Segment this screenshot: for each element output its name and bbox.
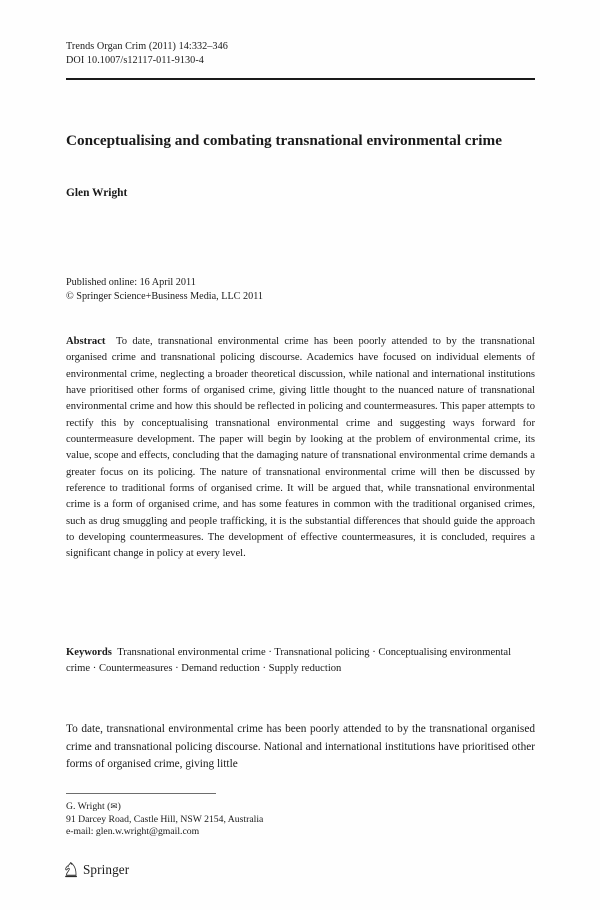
keywords-text: Transnational environmental crime · Transnational policing · Conceptualising environmental crime · Countermeasures · Demand reduction · Supply reduction [66, 647, 512, 675]
publication-info [66, 276, 535, 303]
doi-line: DOI 10.1007/s12117-011-9130-4 [66, 55, 204, 67]
author-address: 91 Darcey Road, Castle Hill, NSW 2154, Australia [66, 813, 264, 825]
published-online-date: Published online: 16 April 2011 [66, 277, 196, 288]
abstract-text: To date, transnational environmental crime has been poorly attended to by the transnational organised crime and transnational policing discourse. Academics have focused on individual elements of environmental crime, neglecting a broader theoretical discussion, while national and international institutions have prioritised other forms of organised crime, giving little thought to the nuanced nature of transnational environmental crime and how this should be reflected in policing and countermeasures. This paper attempts to rectify this by conceptualising transnational environmental crime and suggesting ways forward for countermeasure development. The paper will begin by looking at the problem of environmental crime, its value, scope and effects, concluding that the damaging nature of transnational environmental crime demands a greater focus on its policing. The nature of transnational environmental crime will then be discussed by reference to traditional forms of organised crime. It will be argued that, while transnational environmental crime is a form of organised crime, and has some features in common with the traditional organised crimes, such as drug smuggling and people trafficking, it is the substantial differences that should guide the approach to developing countermeasures. The development of effective countermeasures, it is concluded, requires a significant change in policy at every level. [66, 336, 536, 560]
footnote-author-name: G. Wright ( [66, 801, 111, 812]
envelope-icon: ✉ [110, 801, 118, 812]
footnote-paren-close: ) [117, 801, 121, 812]
footnote-divider [66, 793, 216, 794]
copyright-line: © Springer Science+Business Media, LLC 2011 [66, 290, 264, 302]
header-divider [66, 78, 535, 80]
corresponding-author-line [66, 801, 535, 814]
article-author: Glen Wright [66, 187, 128, 199]
abstract-section [66, 334, 535, 563]
article-title: Conceptualising and combating transnational environmental crime [66, 132, 502, 150]
footnote-section [66, 801, 535, 839]
springer-wordmark: Springer [83, 862, 130, 877]
journal-citation-line: Trends Organ Crim (2011) 14:332–346 [66, 41, 228, 52]
author-email: e-mail: glen.w.wright@gmail.com [66, 826, 200, 838]
body-paragraph: To date, transnational environmental crime has been poorly attended to by the transnational organised crime and transnational policing discourse. National and international institutions have prioritised other forms of organised crime, giving little [66, 723, 535, 771]
abstract-label: Abstract [66, 336, 106, 347]
knight-chess-icon [64, 861, 79, 878]
springer-logo [64, 861, 129, 878]
keywords-label: Keywords [66, 647, 112, 658]
keywords-section [66, 645, 535, 678]
journal-header [66, 40, 535, 68]
